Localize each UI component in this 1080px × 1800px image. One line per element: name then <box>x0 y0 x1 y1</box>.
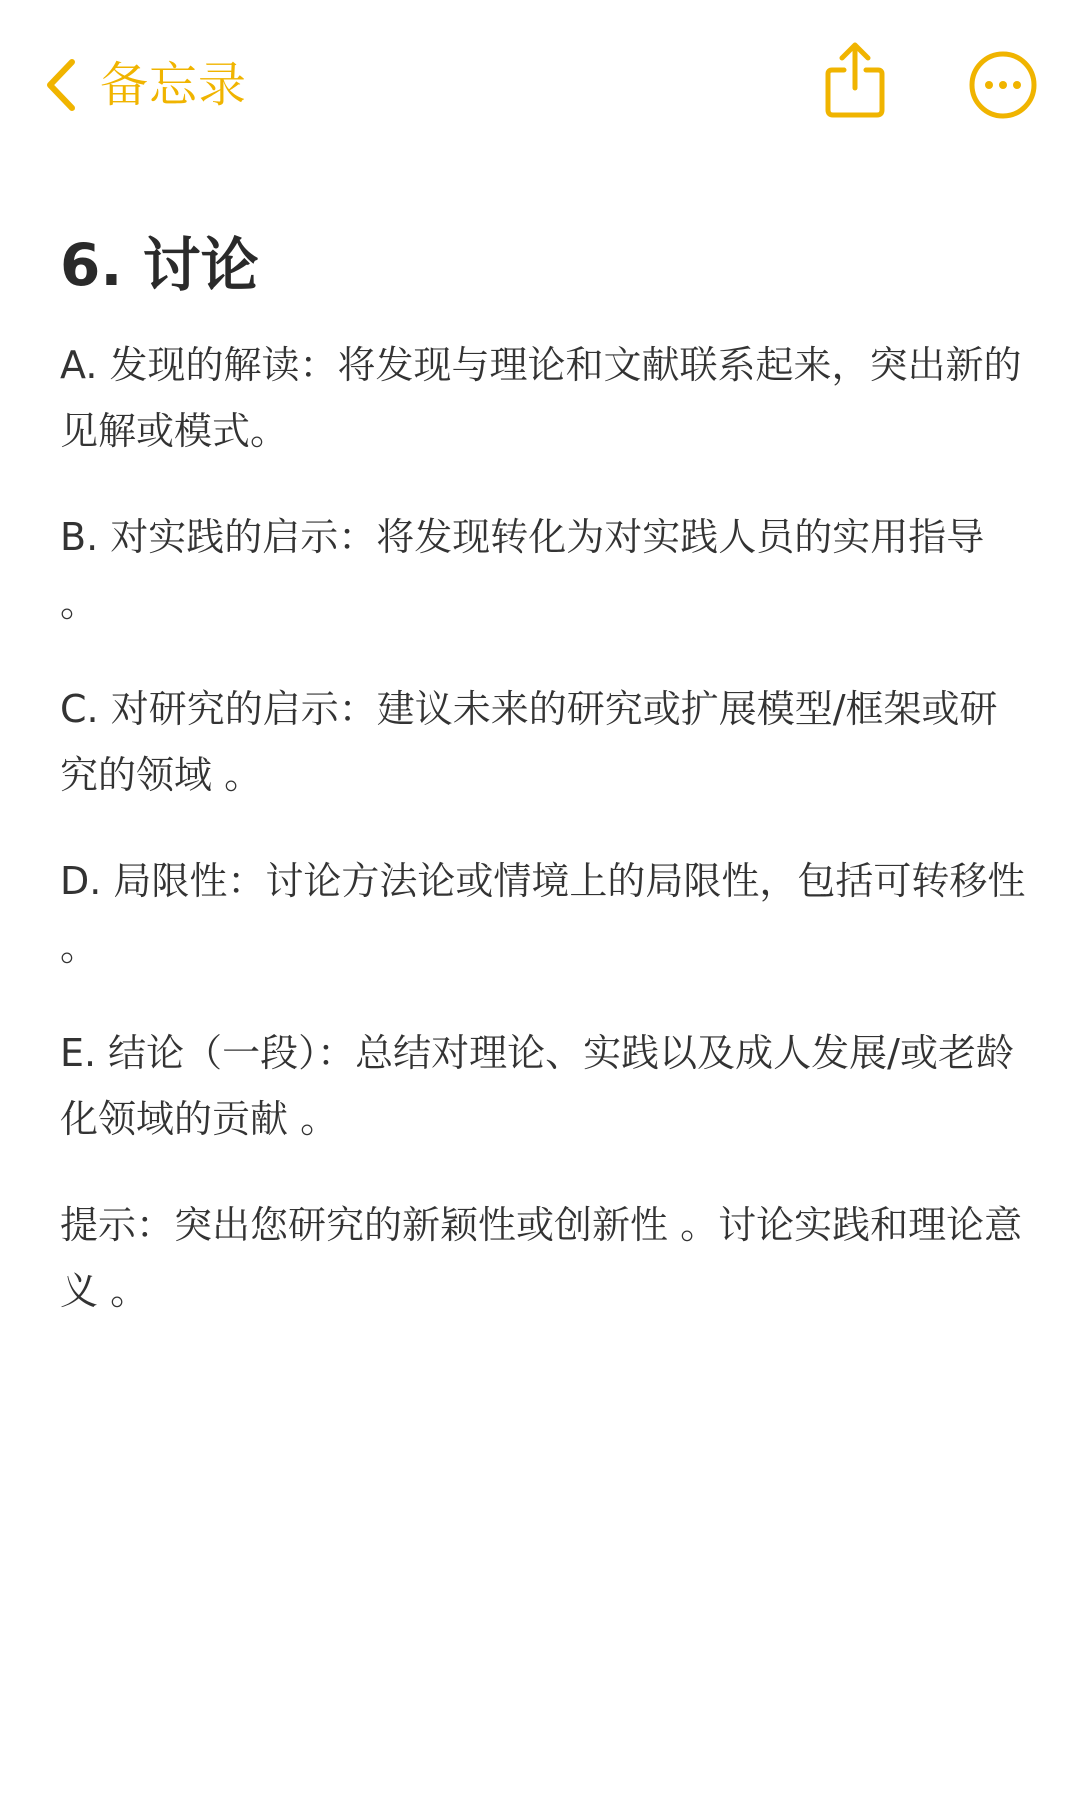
note-paragraph-e: E. 结论（一段）：总结对理论、实践以及成人发展/或老龄化领域的贡献 。 <box>60 1031 1014 1141</box>
ellipsis-circle-icon <box>968 50 1038 120</box>
more-button[interactable] <box>968 50 1038 120</box>
note-paragraph-c: C. 对研究的启示：建议未来的研究或扩展模型/框架或研究的领域 。 <box>60 687 998 797</box>
note-title: 6. 讨论 <box>60 231 259 299</box>
note-paragraph-d: D. 局限性：讨论方法论或情境上的局限性，包括可转移性 。 <box>60 859 1026 969</box>
share-button[interactable] <box>822 40 888 120</box>
share-icon <box>822 40 888 120</box>
back-button[interactable] <box>42 50 247 120</box>
back-label: 备忘录 <box>100 57 248 113</box>
note-paragraph-a: A. 发现的解读：将发现与理论和文献联系起来，突出新的见解或模式。 <box>60 343 1022 453</box>
chevron-left-icon <box>42 56 82 114</box>
nav-bar <box>0 0 1080 170</box>
note-paragraph-b: B. 对实践的启示：将发现转化为对实践人员的实用指导 。 <box>60 515 985 625</box>
note-body[interactable] <box>60 220 1030 1364</box>
note-paragraph-tip: 提示：突出您研究的新颖性或创新性 。讨论实践和理论意义 。 <box>60 1203 1023 1313</box>
